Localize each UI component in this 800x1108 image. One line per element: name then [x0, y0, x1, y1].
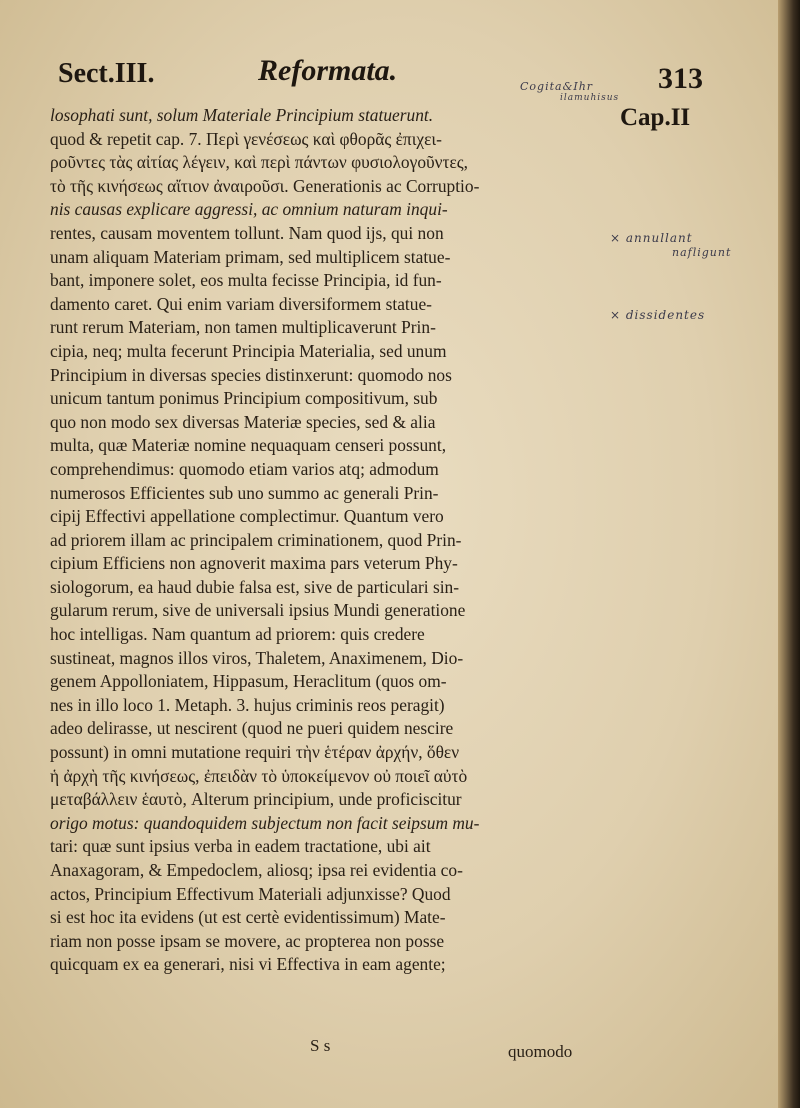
text-line: unam aliquam Materiam primam, sed multiplicem statue- [50, 246, 451, 267]
running-head [58, 48, 703, 98]
text-line: rentes, causam moventem tollunt. Nam quod ijs, qui non [50, 222, 444, 243]
margin-note-dissidentes: × dissidentes [610, 308, 706, 322]
text-line: Principium in diversas species distinxerunt: quomodo nos [50, 364, 452, 385]
running-title: Reformata. [258, 54, 398, 87]
text-line: numerosos Efficientes sub uno summo ac generali Prin- [50, 482, 439, 503]
handwritten-note-top-2: ilamuhisus [560, 93, 620, 103]
text-body [50, 104, 598, 977]
text-line: adeo delirasse, ut nescirent (quod ne pueri quidem nescire [50, 718, 454, 739]
text-line: si est hoc ita evidens (ut est certè evidentissimum) Mate- [50, 907, 446, 928]
text-line: multa, quæ Materiæ nomine nequaquam censeri possunt, [50, 435, 447, 456]
book-gutter [778, 0, 800, 1108]
text-line: tari: quæ sunt ipsius verba in eadem tractatione, ubi ait [50, 836, 431, 857]
signature-mark: S s [310, 1036, 331, 1055]
text-line: τὸ τῆς κινήσεως αἴτιον ἀναιροῦσι. Generationis ac Corruptio- [50, 175, 480, 196]
text-line: damento caret. Qui enim variam diversiformem statue- [50, 293, 432, 314]
page-number: 313 [658, 62, 703, 95]
text-line: ροῦντες τὰς αἰτίας λέγειν, καὶ περὶ πάντων φυσιολογοῦντες, [50, 152, 469, 173]
text-line: gularum rerum, sive de universali ipsius Mundi generatione [50, 600, 466, 621]
text-line: sustineat, magnos illos viros, Thaletem, Anaximenem, Dio- [50, 647, 464, 668]
text-line: genem Appolloniatem, Hippasum, Heraclitum (quos om- [50, 671, 447, 692]
text-line: comprehendimus: quomodo etiam varios atq; admodum [50, 458, 439, 479]
text-line: cipia, neq; multa fecerunt Principia Materialia, sed unum [50, 340, 447, 361]
text-line: quod & repetit cap. 7. Περὶ γενέσεως καὶ φθορᾶς ἐπιχει- [50, 128, 442, 149]
text-line: cipium Efficiens non agnoverit maxima pars veterum Phy- [50, 553, 458, 574]
text-line: ad priorem illam ac principalem criminationem, quod Prin- [50, 529, 462, 550]
text-line: μεταβάλλειν ἑαυτὸ, Alterum principium, unde proficiscitur [50, 789, 462, 810]
section-label: Sect.III. [58, 58, 155, 89]
catchword: quomodo [508, 1042, 573, 1061]
text-line: quicquam ex ea generari, nisi vi Effectiva in eam agente; [50, 954, 446, 975]
margin-chapter-label: Cap.II [620, 104, 691, 131]
text-line: cipij Effectivi appellatione complectimur. Quantum vero [50, 506, 444, 527]
text-line: ἡ ἀρχὴ τῆς κινήσεως, ἐπειδὰν τὸ ὑποκείμενον οὐ ποιεῖ αὐτὸ [50, 765, 468, 786]
text-line: bant, imponere solet, eos multa fecisse Principia, id fun- [50, 270, 442, 291]
text-line: quo non modo sex diversas Materiæ species, sed & alia [50, 411, 436, 432]
text-line: nes in illo loco 1. Metaph. 3. hujus criminis reos peragit) [50, 694, 445, 715]
text-line: losophati sunt, solum Materiale Principium statuerunt. [50, 105, 434, 125]
handwritten-note-top: Cogita&Ihr [520, 80, 594, 93]
text-line: unicum tantum ponimus Principium compositivum, sub [50, 388, 438, 409]
page-footer [310, 1036, 610, 1076]
text-line: nis causas explicare aggressi, ac omnium naturam inqui- [50, 199, 448, 220]
text-line: riam non posse ipsam se movere, ac propterea non posse [50, 930, 445, 951]
margin-note-annullant: × annullant [610, 231, 693, 245]
text-line: runt rerum Materiam, non tamen multiplicaverunt Prin- [50, 317, 436, 338]
text-line: actos, Principium Effectivum Materiali adjunxisse? Quod [50, 883, 451, 904]
text-line: siologorum, ea haud dubie falsa est, sive de particulari sin- [50, 576, 460, 597]
text-line: Anaxagoram, & Empedoclem, aliosq; ipsa rei evidentia co- [50, 860, 463, 880]
text-line: possunt) in omni mutatione requiri τὴν ἑτέραν ἀρχήν, ὅθεν [50, 742, 460, 763]
text-line: origo motus: quandoquidem subjectum non facit seipsum mu- [50, 812, 480, 833]
margin-note-nafligunt: nafligunt [672, 246, 732, 259]
text-line: hoc intelligas. Nam quantum ad priorem: quis credere [50, 624, 425, 645]
